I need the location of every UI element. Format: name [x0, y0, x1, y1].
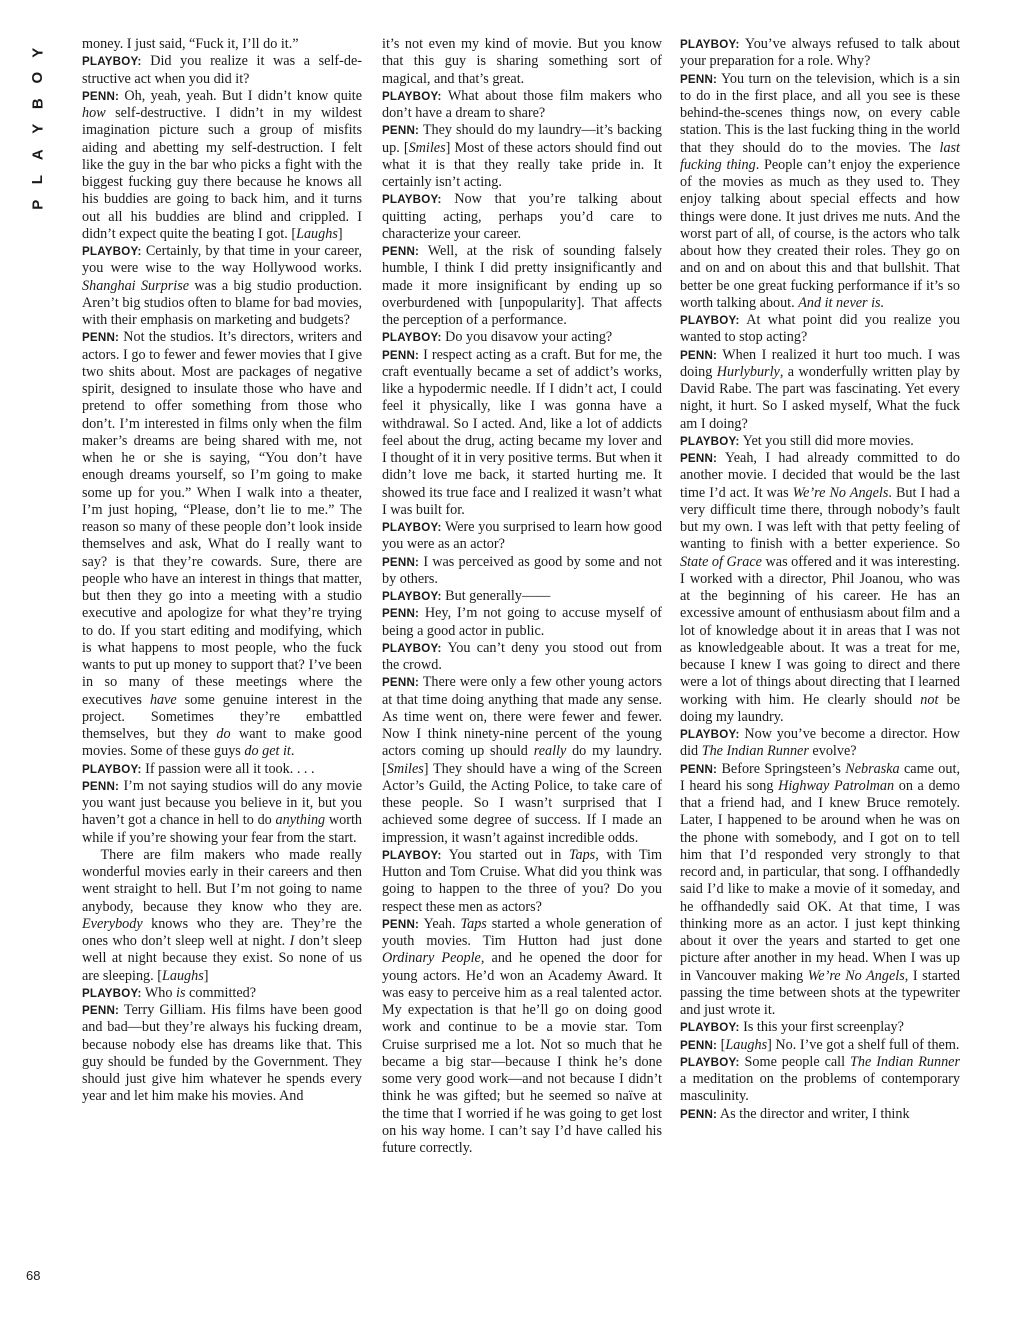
interviewer-question: PLAYBOY: You’ve always refused to talk about your preparation for a role. Why?	[680, 36, 960, 70]
speaker-label: PENN:	[382, 245, 420, 258]
text-column-1	[82, 36, 362, 1106]
interviewer-question: PLAYBOY: Certainly, by that time in your career, you were wise to the way Hollywood works. Shanghai Surprise was a big studio production. Aren’t big studios often to blame for bad movies, with their emphasis on marketing and budgets?	[82, 243, 362, 328]
speaker-label: PENN:	[382, 917, 420, 931]
interviewee-answer: PENN: Not the studios. It’s directors, writers and actors. I go to fewer and fewer movies that I give two shits about. Most are packages of negative spirit, designed to insulate those who have and pretend to offer something from those who don’t. I’m interested in films only when the film maker’s dreams are being shared with me, not when he or she is saying, “You don’t have enough dreams yourself, so I’m going to make some up for you.” When I walk into a theater, I’m just hoping, “Please, don’t lie to me.” The reason so many of these people don’t look inside themselves and ask, What do I really want to say? is that they’re cowards. Sure, there are people who have an interest in things that matter, but then they go into a meeting with a studio executive and apologize for what they’re trying to do. If you start editing and modifying, which is what happens to most people, who the fuck wants to put up money to support that? I’ve been in so many of these meetings where the executives have some genuine interest in the project. Sometimes they’re embattled themselves, but they do want to make good movies. Some of these guys do get it.	[82, 329, 363, 760]
emphasis-text: I	[289, 933, 295, 949]
emphasis-text: anything	[275, 812, 326, 829]
speaker-label: PLAYBOY:	[680, 728, 740, 741]
emphasis-text: The Indian Runner	[701, 743, 809, 760]
emphasis-text: is	[176, 984, 186, 1001]
interviewee-answer: PENN: When I realized it hurt too much. I was doing Hurlyburly, a wonderfully written play by David Rabe. The part was fascinating. Yet every night, it hurt. So I asked myself, What the fuck am I doing?	[680, 346, 960, 432]
interviewer-question: PLAYBOY: At what point did you realize you wanted to stop acting?	[680, 312, 961, 346]
speaker-label: PLAYBOY:	[680, 1055, 740, 1069]
emphasis-text: We’re No Angels	[807, 967, 905, 984]
masthead-letter: L	[29, 175, 47, 185]
playboy-masthead	[24, 40, 52, 218]
masthead-letter: O	[29, 72, 47, 84]
interviewee-answer: PENN: There were only a few other young actors at that time doing anything that made any sense. As time went on, there were fewer and fewer. Now I think ninety-nine percent of the young actors coming up should really do my laundry. [Smiles] They should have a wing of the Screen Actor’s Guild, the Acting Police, to take care of these people. So I wasn’t surprised that I achieved some degree of success. If I made an impression, it wasn’t against incredible odds.	[382, 674, 662, 846]
speaker-label: PLAYBOY:	[82, 55, 142, 69]
speaker-label: PENN:	[680, 1038, 718, 1052]
answer-paragraph: There are film makers who made really wonderful movies early in their careers and then went straight to hell. But I’m not going to name anybody, because they know who they are. Everybody knows who they are. They’re the ones who don’t sleep well at night. I don’t sleep well at night because they exist. So none of us are sleeping. [Laughs]	[82, 846, 362, 984]
speaker-label: PLAYBOY:	[382, 89, 442, 103]
interviewer-question: PLAYBOY: Who is committed?	[82, 984, 257, 1001]
interviewee-answer: PENN: [Laughs] No. I’ve got a shelf full of them.	[680, 1036, 960, 1053]
speaker-label: PLAYBOY:	[82, 986, 142, 1000]
speaker-label: PENN:	[680, 452, 718, 465]
interviewer-question: PLAYBOY: Some people call The Indian Runner a meditation on the problems of contemporary masculinity.	[680, 1053, 960, 1105]
interviewer-question: PLAYBOY: You started out in Taps, with Tim Hutton and Tom Cruise. What did you think was going to happen to the three of you? Do you respect these men as actors?	[382, 846, 662, 915]
interviewee-answer: PENN: Oh, yeah, yeah. But I didn’t know quite how self-destructive. I didn’t in my wildest imagination picture such a group of misfits aiding and abetting my self-destruction. I felt like the guy in the bar who picks a fight with the biggest fucking guy there because he knows all his buddies are going to back him, and it turns out all his buddies are blind and crippled. I didn’t expect quite the beating I got. [Laughs]	[82, 87, 362, 242]
emphasis-text: how	[82, 105, 106, 121]
interviewee-answer: PENN: I’m not saying studios will do any movie you want just because you believe in it, but you haven’t got a chance in hell to do anything worth while if you’re showing your fear from the start.	[82, 777, 362, 846]
speaker-label: PENN:	[680, 1107, 718, 1121]
speaker-label: PENN:	[82, 779, 120, 793]
emphasis-text: Ordinary People	[382, 950, 481, 967]
emphasis-text: Smiles	[386, 760, 424, 777]
continued-paragraph: it’s not even my kind of movie. But you know that this guy is sharing something sort of magical, and that’s great.	[382, 36, 662, 87]
masthead-letter: Y	[29, 123, 47, 134]
speaker-label: PLAYBOY:	[382, 521, 442, 534]
speaker-label: PLAYBOY:	[680, 434, 740, 448]
emphasis-text: Taps	[568, 846, 596, 863]
emphasis-text: The Indian Runner	[850, 1053, 960, 1070]
interviewee-answer: PENN: Yeah, I had already committed to do another movie. I decided that would be the last time I’d act. It was We’re No Angels. But I had a very difficult time there, through nobody’s fault but my own. I was left with that petty feeling of wanting to finish with a better experience. So State of Grace was offered and it was interesting. I worked with a director, Phil Joanou, who was at the beginning of his career. He has an excessive amount of enthusiasm about film and a lot of knowledge about it in areas that I was not as knowledgeable about. It was a treat for me, because I knew I was going to direct and there were a lot of things about directing that I learned working with him. He clearly should not be doing my laundry.	[680, 450, 960, 725]
interviewee-answer: PENN: I was perceived as good by some and not by others.	[382, 553, 662, 587]
interviewee-answer: PENN: Terry Gilliam. His films have been good and bad—but they’re always his fucking dream, because nobody else has dreams like that. This guy should be funded by the Government. They should just give him whatever he spends every year and let him make his movies. And	[82, 1002, 363, 1105]
interviewer-question: PLAYBOY: Now you’ve become a director. How did The Indian Runner evolve?	[680, 726, 961, 760]
emphasis-text: do	[216, 726, 231, 742]
interviewer-question: PLAYBOY: But generally——	[382, 588, 551, 604]
emphasis-text: have	[149, 691, 177, 708]
interviewer-question: PLAYBOY: Is this your first screenplay?	[680, 1019, 904, 1036]
speaker-label: PENN:	[382, 607, 420, 621]
speaker-label: PLAYBOY:	[382, 193, 442, 207]
interviewee-answer: PENN: Hey, I’m not going to accuse myself of being a good actor in public.	[382, 605, 662, 639]
masthead-letter: Y	[29, 47, 47, 58]
emphasis-text: Taps	[460, 915, 487, 932]
emphasis-text: really	[533, 743, 567, 760]
emphasis-text: last fucking thing	[680, 139, 960, 173]
interviewer-question: PLAYBOY: You can’t deny you stood out from the crowd.	[382, 639, 663, 673]
emphasis-text: do get it	[244, 743, 291, 760]
speaker-label: PENN:	[680, 762, 718, 776]
speaker-label: PLAYBOY:	[382, 331, 442, 345]
speaker-label: PENN:	[82, 89, 120, 103]
speaker-label: PLAYBOY:	[680, 38, 740, 51]
emphasis-text: State of Grace	[680, 553, 762, 570]
speaker-label: PLAYBOY:	[382, 641, 442, 655]
interviewee-answer: PENN: Yeah. Taps started a whole generation of youth movies. Tim Hutton had just done Ordinary People, and he opened the door for young actors. He’d won an Academy Award. It was easy to perceive him as a real talented actor. My expectation is that he’ll go on doing good work and continue to be a movie star. Tom Cruise surprised me a lot. Not so much that he became a big star—because I think he’s done some very good work—and not because I didn’t think he was gifted; but he seemed so naïve at the time that I worried if he was going to get lost on his way home. I can’t say I’d have called his future correctly.	[382, 915, 663, 1156]
emphasis-text: Smiles	[408, 139, 446, 156]
emphasis-text: Laughs	[161, 967, 204, 984]
emphasis-text: Everybody	[82, 915, 143, 932]
text-column-3	[680, 36, 960, 1123]
emphasis-text: And it never is.	[798, 294, 885, 311]
continued-paragraph: money. I just said, “Fuck it, I’ll do it.”	[82, 36, 299, 52]
interviewee-answer: PENN: Before Springsteen’s Nebraska came out, I heard his song Highway Patrolman on a demo that a friend had, and I knew Bruce remotely. Later, I happened to be around when he was on the phone with somebody, and I got on to tell him that I’d responded very strongly to that record and, in particular, that song. I offhandedly said I’d like to make a movie of it someday, and he offhandedly said OK. At that time, I was thinking more as an actor. I just kept thinking about it over the years and started to get one picture after another in my head. When I was up in Vancouver making We’re No Angels, I started passing the time between shots at the typewriter and just wrote it.	[680, 760, 960, 1018]
speaker-label: PENN:	[382, 676, 420, 690]
speaker-label: PENN:	[382, 124, 420, 138]
emphasis-text: We’re No Angels	[792, 484, 889, 501]
emphasis-text: Laughs	[296, 225, 338, 242]
speaker-label: PLAYBOY:	[382, 848, 442, 862]
emphasis-text: Shanghai Surprise	[82, 277, 190, 294]
emphasis-text: not	[920, 691, 939, 708]
speaker-label: PLAYBOY:	[382, 590, 442, 603]
masthead-letter: A	[29, 148, 47, 160]
emphasis-text: Highway Patrolman	[778, 777, 895, 794]
interviewer-question: PLAYBOY: Did you realize it was a self-destructive act when you did it?	[82, 53, 362, 87]
emphasis-text: Hurlyburly	[716, 363, 780, 380]
interviewee-answer: PENN: As the director and writer, I think	[680, 1105, 910, 1122]
speaker-label: PENN:	[82, 331, 120, 345]
interviewer-question: PLAYBOY: Do you disavow your acting?	[382, 329, 613, 346]
emphasis-text: Laughs	[725, 1036, 768, 1053]
masthead-letter: B	[29, 98, 47, 109]
interviewer-question: PLAYBOY: If passion were all it took. . . .	[82, 760, 315, 777]
interviewer-question: PLAYBOY: Yet you still did more movies.	[680, 432, 914, 449]
speaker-label: PLAYBOY:	[680, 314, 740, 327]
speaker-label: PLAYBOY:	[82, 762, 142, 776]
speaker-label: PLAYBOY:	[82, 245, 142, 258]
masthead-letter: P	[29, 200, 47, 211]
speaker-label: PENN:	[680, 348, 718, 362]
interviewee-answer: PENN: I respect acting as a craft. But for me, the craft eventually became a set of addict’s works, like a hypodermic needle. If I didn’t act, I could feel it physically, like I was gonna have a withdrawal. So I acted. And, like a lot of addicts feel about the drug, acting became my lover and I thought of it in very positive terms. But when it didn’t love me back, it started hurting me. It showed its true face and I realized it wasn’t what I was built for.	[382, 346, 662, 518]
speaker-label: PENN:	[82, 1004, 120, 1017]
interviewee-answer: PENN: They should do my laundry—it’s backing up. [Smiles] Most of these actors should find out what it is that they really take pride in. It certainly isn’t acting.	[382, 122, 662, 190]
page-number: 68	[26, 1268, 41, 1283]
speaker-label: PENN:	[382, 348, 420, 362]
emphasis-text: Nebraska	[845, 760, 900, 777]
interviewer-question: PLAYBOY: Now that you’re talking about quitting acting, perhaps you’d care to characterize your career.	[382, 191, 662, 242]
speaker-label: PENN:	[382, 555, 420, 569]
interviewer-question: PLAYBOY: Were you surprised to learn how good you were as an actor?	[382, 519, 662, 553]
speaker-label: PENN:	[680, 72, 718, 86]
speaker-label: PLAYBOY:	[680, 1021, 740, 1035]
interviewee-answer: PENN: Well, at the risk of sounding falsely humble, I think I did pretty insignificantly and made it more insignificant by ending up so overburdened with [unpopularity]. That affects the perception of a performance.	[382, 243, 662, 328]
interviewee-answer: PENN: You turn on the television, which is a sin to do in the first place, and all you see is these behind-the-scenes things now, on every cable station. This is the last fucking thing in the world that they should do to the movies. The last fucking thing. People can’t enjoy the experience of the movies as much as they used to. They enjoy talking about special effects and how things were done. It just drives me nuts. And the worst part of all, of course, is the actors who talk about how they created their roles. They go on and on and on about this and that bullshit. That better be one great fucking performance if it’s so worth talking about. And it never is.	[680, 70, 960, 311]
text-column-2	[382, 36, 662, 1157]
interviewer-question: PLAYBOY: What about those film makers who don’t have a dream to share?	[382, 87, 662, 121]
